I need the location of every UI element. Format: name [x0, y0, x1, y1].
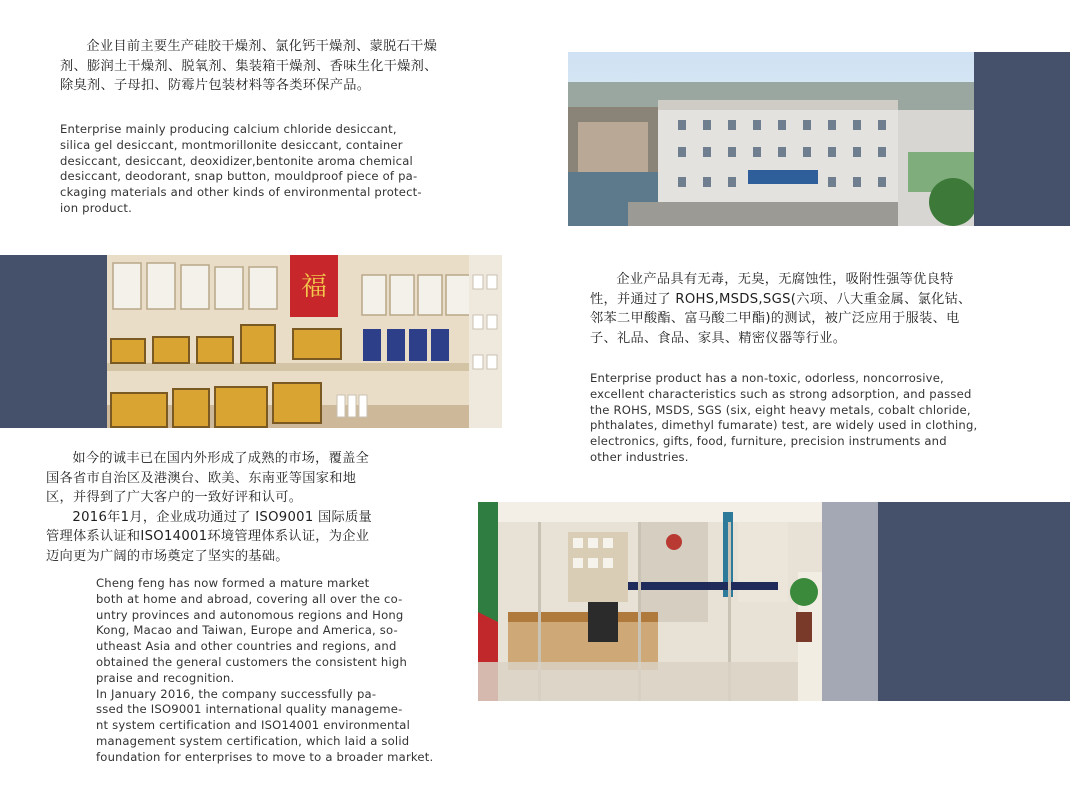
market-english-paragraph-1: Cheng feng has now formed a mature market both at home and abroad, covering all over the co- untry provinces and autonomous regions and Hong Kong, Macao and Taiwan, Europe and America, so- utheast Asia and other countries and regions, and obtained the general customers the consistent high praise and recognition.	[96, 576, 407, 685]
intro-english-block	[60, 122, 452, 217]
market-chinese-paragraph-2: 2016年1月，企业成功通过了 ISO9001 国际质量管理体系认证和ISO14001环境管理体系认证，为企业迈向更为广阔的市场奠定了坚实的基础。	[46, 509, 372, 564]
certificate-wall-photo	[107, 255, 502, 428]
grey-block-bottom-right	[822, 502, 878, 701]
market-english-paragraph-2: In January 2016, the company successfully pa- ssed the ISO9001 international quality manageme- nt system certification and ISO14001 environmental management system certification, which laid a solid foundation for enterprises to move to a broader market.	[96, 686, 434, 764]
intro-chinese-paragraph: 企业目前主要生产硅胶干燥剂、氯化钙干燥剂、蒙脱石干燥剂、膨润土干燥剂、脱氧剂、集装箱干燥剂、香味生化干燥剂、除臭剂、子母扣、防霉片包装材料等各类环保产品。	[60, 39, 438, 94]
product-section	[590, 270, 976, 348]
intro-english-paragraph: Enterprise mainly producing calcium chloride desiccant, silica gel desiccant, montmorillonite desiccant, container desiccant, desiccant, deoxidizer,bentonite aroma chemical desiccant, deodorant, snap button, mouldproof piece of pa- ckaging materials and other kinds of environmental protect- ion product.	[60, 122, 422, 215]
navy-block-bottom-right	[878, 502, 1070, 701]
product-english-block	[590, 371, 994, 466]
product-chinese-paragraph: 企业产品具有无毒，无臭，无腐蚀性，吸附性强等优良特性，并通过了 ROHS,MSDS,SGS(六项、八大重金属、氯化钴、邻苯二甲酸酯、富马酸二甲酯)的测试，被广泛应用于服装、电子、礼品、食品、家具、精密仪器等行业。	[590, 272, 972, 346]
factory-illustration	[568, 52, 974, 226]
product-english-paragraph: Enterprise product has a non-toxic, odorless, noncorrosive, excellent characteristics such as strong adsorption, and passed the ROHS, MSDS, SGS (six, eight heavy metals, cobalt chloride, phthalates, dimethyl fumarate) test, are widely used in clothing, electronics, gifts, food, furniture, precision instruments and other industries.	[590, 371, 978, 464]
factory-building-photo	[568, 52, 974, 226]
navy-block-left	[0, 255, 107, 428]
intro-section	[60, 37, 438, 96]
market-english-block	[96, 576, 456, 766]
office-illustration	[478, 502, 822, 701]
market-section	[46, 449, 380, 567]
office-interior-photo	[478, 502, 822, 701]
fu-banner-character: 福	[300, 272, 328, 302]
navy-block-top-right	[974, 52, 1070, 226]
market-chinese-paragraph-1: 如今的诚丰已在国内外形成了成熟的市场，覆盖全国各省市自治区及港澳台、欧美、东南亚等国家和地区，并得到了广大客户的一致好评和认可。	[46, 451, 370, 506]
certificate-illustration	[107, 255, 502, 428]
